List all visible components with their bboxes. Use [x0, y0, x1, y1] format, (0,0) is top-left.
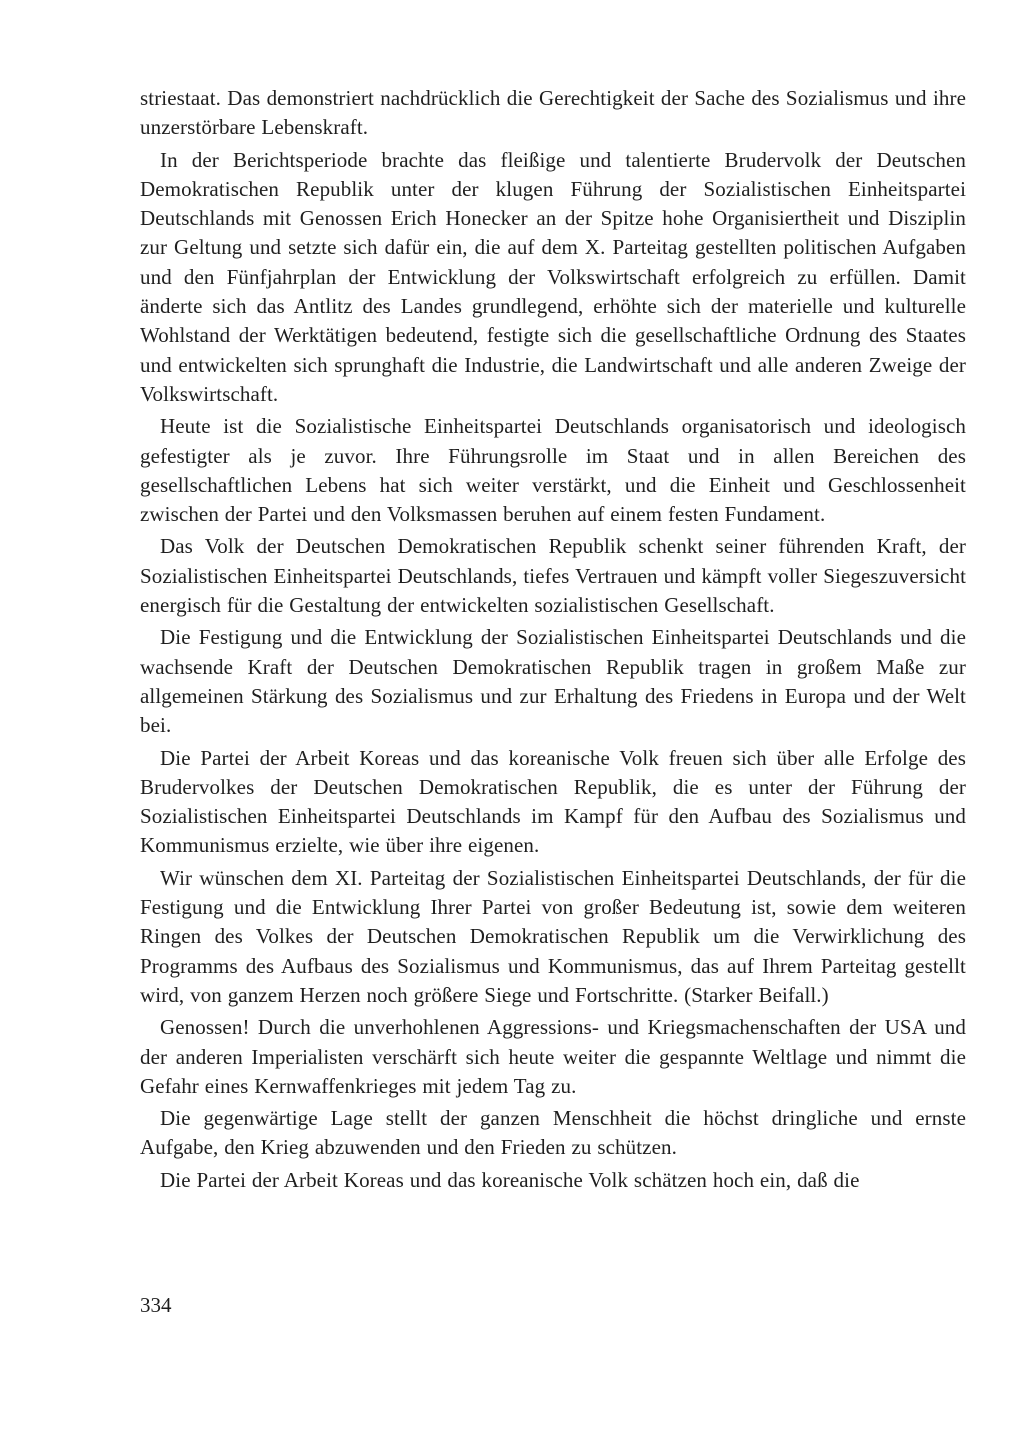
paragraph-last: Die Partei der Arbeit Koreas und das koreanische Volk schätzen hoch ein, daß die — [160, 1167, 860, 1192]
paragraph: Die Partei der Arbeit Koreas und das koreanische Volk freuen sich über alle Erfolge des Brudervolkes der Deutschen Demokratischen Republik, die es unter der Führung der Sozialistischen Einheitspartei Deutschlands im Kampf für den Aufbau des Sozialismus und Kommunismus erzielte, wie über ihre eigenen. — [140, 745, 966, 858]
paragraph: Heute ist die Sozialistische Einheitspartei Deutschlands organisatorisch und ideologisch gefestigter als je zuvor. Ihre Führungsrolle im Staat und in allen Bereichen des gesellschaftlichen Lebens hat sich weiter verstärkt, und die Einheit und Geschlossenheit zwischen der Partei und den Volksmassen beruhen auf einem festen Fundament. — [140, 414, 966, 527]
paragraph-continuation: striestaat. Das demonstriert nachdrücklich die Gerechtigkeit der Sache des Sozialismus und ihre unzerstörbare Lebenskraft. — [140, 86, 966, 140]
paragraph: Das Volk der Deutschen Demokratischen Republik schenkt seiner führenden Kraft, der Sozialistischen Einheitspartei Deutschlands, tiefes Vertrauen und kämpft voller Siegeszuversicht energisch für die Gestaltung der entwickelten sozialistischen Gesellschaft. — [140, 534, 966, 618]
body-text — [140, 84, 966, 1198]
page-number: 334 — [140, 1293, 172, 1317]
paragraph: Die Festigung und die Entwicklung der Sozialistischen Einheitspartei Deutschlands und die wachsende Kraft der Deutschen Demokratischen Republik tragen in großem Maße zur allgemeinen Stärkung des Sozialismus und zur Erhaltung des Friedens in Europa und der Welt bei. — [140, 625, 966, 738]
paragraph: Wir wünschen dem XI. Parteitag der Sozialistischen Einheitspartei Deutschlands, der für die Festigung und die Entwicklung Ihrer Partei von großer Bedeutung ist, sowie dem weiteren Ringen des Volkes der Deutschen Demokratischen Republik um die Verwirklichung des Programms des Aufbaus des Sozialismus und Kommunismus, das auf Ihrem Parteitag gestellt wird, von ganzem Herzen noch größere Siege und Fortschritte. (Starker Beifall.) — [140, 865, 966, 1007]
paragraph: Die gegenwärtige Lage stellt der ganzen Menschheit die höchst dringliche und ernste Aufgabe, den Krieg abzuwenden und den Frieden zu schützen. — [140, 1106, 966, 1160]
paragraph: Genossen! Durch die unverhohlenen Aggressions- und Kriegsmachenschaften der USA und der anderen Imperialisten verschärft sich heute weiter die gespannte Weltlage und nimmt die Gefahr eines Kernwaffenkrieges mit jedem Tag zu. — [140, 1015, 966, 1098]
paragraph: In der Berichtsperiode brachte das fleißige und talentierte Brudervolk der Deutschen Demokratischen Republik unter der klugen Führung der Sozialistischen Einheitspartei Deutschlands mit Genossen Erich Honecker an der Spitze hohe Organisiertheit und Disziplin zur Geltung und setzte sich dafür ein, die auf dem X. Parteitag gestellten politischen Aufgaben und den Fünfjahrplan der Entwicklung der Volkswirtschaft erfolgreich zu erfüllen. Damit änderte sich das Antlitz des Landes grundlegend, erhöhte sich der materielle und kulturelle Wohlstand der Werktätigen bedeutend, festigte sich die gesellschaftliche Ordnung des Staates und entwickelten sich sprunghaft die Industrie, die Landwirtschaft und alle anderen Zweige der Volkswirtschaft. — [140, 147, 966, 406]
